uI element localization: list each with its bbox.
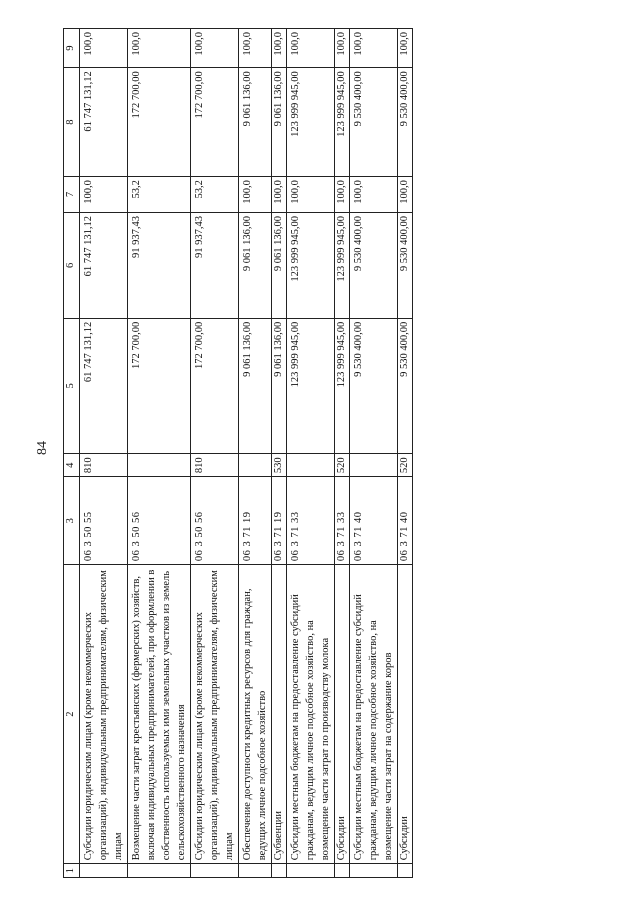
row-col5-cell: 9 530 400,00 xyxy=(350,318,398,453)
row-index-cell xyxy=(80,864,128,878)
row-kvr-cell xyxy=(239,454,272,477)
row-col9-cell: 100,0 xyxy=(335,29,350,68)
row-col5-cell: 61 747 131,12 xyxy=(80,318,128,453)
row-code-cell: 06 3 71 19 xyxy=(239,477,272,565)
row-kvr-cell: 810 xyxy=(80,454,128,477)
row-col6-cell: 9 530 400,00 xyxy=(350,213,398,319)
row-col6-cell: 91 937,43 xyxy=(191,213,239,319)
row-col8-cell: 123 999 945,00 xyxy=(335,68,350,177)
row-code-cell: 06 3 71 33 xyxy=(287,477,335,565)
table-row xyxy=(272,29,287,878)
col-header-4: 4 xyxy=(64,454,80,477)
row-col7-cell: 100,0 xyxy=(335,177,350,213)
row-col5-cell: 172 700,00 xyxy=(191,318,239,453)
row-index-cell xyxy=(128,864,191,878)
row-name-cell: Субсидии юридическим лицам (кроме некоммерческих организаций), индивидуальным предпринимателям, физическим лицам xyxy=(80,565,128,864)
row-kvr-cell: 520 xyxy=(335,454,350,477)
row-col8-cell: 172 700,00 xyxy=(128,68,191,177)
row-col5-cell: 123 999 945,00 xyxy=(335,318,350,453)
col-header-5: 5 xyxy=(64,318,80,453)
header-row xyxy=(64,29,80,878)
table-row xyxy=(335,29,350,878)
col-header-9: 9 xyxy=(64,29,80,68)
row-index-cell xyxy=(287,864,335,878)
row-index-cell xyxy=(350,864,398,878)
row-code-cell: 06 3 50 56 xyxy=(191,477,239,565)
table-row xyxy=(398,29,413,878)
row-col7-cell: 100,0 xyxy=(80,177,128,213)
table-row xyxy=(287,29,335,878)
row-col7-cell: 100,0 xyxy=(398,177,413,213)
row-col9-cell: 100,0 xyxy=(191,29,239,68)
row-code-cell: 06 3 71 33 xyxy=(335,477,350,565)
row-col8-cell: 61 747 131,12 xyxy=(80,68,128,177)
budget-table xyxy=(63,28,413,878)
row-code-cell: 06 3 50 55 xyxy=(80,477,128,565)
row-col7-cell: 100,0 xyxy=(239,177,272,213)
row-col7-cell: 100,0 xyxy=(350,177,398,213)
row-col7-cell: 53,2 xyxy=(191,177,239,213)
row-index-cell xyxy=(398,864,413,878)
row-code-cell: 06 3 50 56 xyxy=(128,477,191,565)
row-col6-cell: 9 061 136,00 xyxy=(272,213,287,319)
row-kvr-cell: 810 xyxy=(191,454,239,477)
row-col9-cell: 100,0 xyxy=(287,29,335,68)
row-col9-cell: 100,0 xyxy=(350,29,398,68)
row-col9-cell: 100,0 xyxy=(239,29,272,68)
row-name-cell: Субсидии xyxy=(335,565,350,864)
row-index-cell xyxy=(239,864,272,878)
row-name-cell: Субсидии xyxy=(398,565,413,864)
col-header-8: 8 xyxy=(64,68,80,177)
row-col6-cell: 123 999 945,00 xyxy=(335,213,350,319)
row-name-cell: Субвенции xyxy=(272,565,287,864)
row-col6-cell: 9 061 136,00 xyxy=(239,213,272,319)
row-col9-cell: 100,0 xyxy=(398,29,413,68)
row-index-cell xyxy=(272,864,287,878)
row-col8-cell: 123 999 945,00 xyxy=(287,68,335,177)
table-row xyxy=(191,29,239,878)
budget-table-rotated xyxy=(63,28,608,878)
row-name-cell: Возмещение части затрат крестьянских (фермерских) хозяйств, включая индивидуальных предпринимателей, при оформлении в собственность используемых ими земельных участков из земель сельскохозяйственного назначения xyxy=(128,565,191,864)
row-col8-cell: 172 700,00 xyxy=(191,68,239,177)
col-header-6: 6 xyxy=(64,213,80,319)
row-col5-cell: 123 999 945,00 xyxy=(287,318,335,453)
table-row xyxy=(239,29,272,878)
row-code-cell: 06 3 71 19 xyxy=(272,477,287,565)
row-col6-cell: 91 937,43 xyxy=(128,213,191,319)
row-kvr-cell xyxy=(350,454,398,477)
row-kvr-cell xyxy=(287,454,335,477)
row-col7-cell: 53,2 xyxy=(128,177,191,213)
row-code-cell: 06 3 71 40 xyxy=(398,477,413,565)
row-col5-cell: 9 061 136,00 xyxy=(272,318,287,453)
row-kvr-cell xyxy=(128,454,191,477)
row-index-cell xyxy=(335,864,350,878)
row-name-cell: Субсидии местным бюджетам на предоставление субсидий гражданам, ведущим личное подсобное хозяйство, на возмещение части затрат на содержание коров xyxy=(350,565,398,864)
col-header-7: 7 xyxy=(64,177,80,213)
row-col7-cell: 100,0 xyxy=(272,177,287,213)
row-col8-cell: 9 061 136,00 xyxy=(272,68,287,177)
table-row xyxy=(350,29,398,878)
col-header-2: 2 xyxy=(64,565,80,864)
table-row xyxy=(128,29,191,878)
row-name-cell: Субсидии местным бюджетам на предоставление субсидий гражданам, ведущим личное подсобное хозяйство, на возмещение части затрат по производству молока xyxy=(287,565,335,864)
row-col6-cell: 61 747 131,12 xyxy=(80,213,128,319)
row-col8-cell: 9 530 400,00 xyxy=(350,68,398,177)
row-col6-cell: 9 530 400,00 xyxy=(398,213,413,319)
row-kvr-cell: 520 xyxy=(398,454,413,477)
row-col5-cell: 9 530 400,00 xyxy=(398,318,413,453)
row-col8-cell: 9 061 136,00 xyxy=(239,68,272,177)
row-name-cell: Субсидии юридическим лицам (кроме некоммерческих организаций), индивидуальным предпринимателям, физическим лицам xyxy=(191,565,239,864)
col-header-3: 3 xyxy=(64,477,80,565)
row-name-cell: Обеспечение доступности кредитных ресурсов для граждан, ведущих личное подсобное хозяйство xyxy=(239,565,272,864)
row-col9-cell: 100,0 xyxy=(80,29,128,68)
row-code-cell: 06 3 71 40 xyxy=(350,477,398,565)
row-col9-cell: 100,0 xyxy=(272,29,287,68)
row-col5-cell: 9 061 136,00 xyxy=(239,318,272,453)
row-col7-cell: 100,0 xyxy=(287,177,335,213)
row-index-cell xyxy=(191,864,239,878)
row-col6-cell: 123 999 945,00 xyxy=(287,213,335,319)
col-header-1: 1 xyxy=(64,864,80,878)
table-row xyxy=(80,29,128,878)
row-col5-cell: 172 700,00 xyxy=(128,318,191,453)
row-col9-cell: 100,0 xyxy=(128,29,191,68)
row-kvr-cell: 530 xyxy=(272,454,287,477)
page-number: 84 xyxy=(35,441,50,455)
row-col8-cell: 9 530 400,00 xyxy=(398,68,413,177)
